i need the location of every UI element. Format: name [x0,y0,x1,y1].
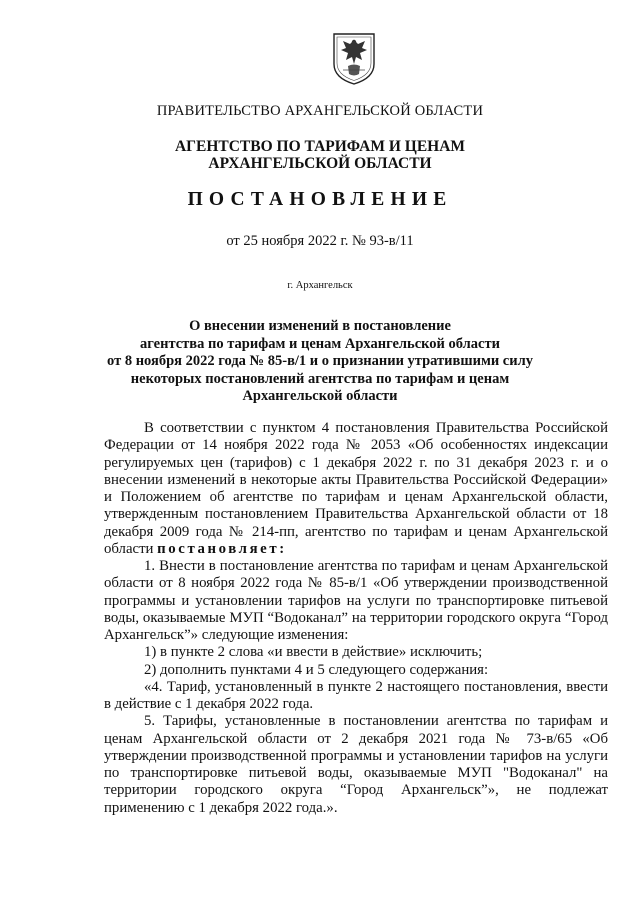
subject-line-2: агентства по тарифам и ценам Архангельской области [140,335,500,352]
subject-line-3: от 8 ноября 2022 года № 85-в/1 и о признании утратившими силу [107,353,533,369]
preamble-text: В соответствии с пунктом 4 постановления Правительства Российской Федерации от 14 ноября 2022 года № 2053 «Об особенностях индексации регулируемых цен (тарифов) с 1 декабря 2022 г. по 31 декабря 2023 г. и о внесении изменений в некоторые акты Правительства Российской Федерации» и Положением об агентстве по тарифам и ценам Архангельской области, утвержденным постановлением Правительства Архангельской области от 18 декабря 2009 года № 214-пп, агентство по тарифам и ценам Архангельской области [104,420,608,557]
document-subject [0,318,640,406]
item-1-paragraph: 1. Внести в постановление агентства по тарифам и ценам Архангельской области от 8 ноября 2022 года № 85-в/1 «Об утверждении производственной программы и установлении тарифов на услуги по транспортировке питьевой воды, оказываемые МУП “Водоканал” на территории городского округа “Город Архангельск”» следующие изменения: [104,558,608,643]
document-city: г. Архангельск [287,280,353,291]
decree-word: постановляет: [157,540,287,557]
document-body [104,420,608,817]
government-name: ПРАВИТЕЛЬСТВО АРХАНГЕЛЬСКОЙ ОБЛАСТИ [156,103,484,119]
item-1-sub-1: 1) в пункте 2 слова «и ввести в действие» исключить; [144,644,483,661]
subject-line-1: О внесении изменений в постановление [189,318,451,334]
preamble-paragraph [104,420,608,558]
subject-line-4: некоторых постановлений агентства по тарифам и ценам [130,370,510,387]
item-5-paragraph: 5. Тарифы, установленные в постановлении агентства по тарифам и ценам Архангельской области от 2 декабря 2021 года № 73-в/65 «Об утверждении производственной программы и установлении тарифов на услуги по транспортировке питьевой воды, оказываемые МУП "Водоканал" на территории городского округа “Город Архангельск”», не подлежат применению с 1 декабря 2022 года.». [104,713,608,816]
document-date-number: от 25 ноября 2022 г. № 93-в/11 [226,233,414,249]
document-type-title: ПОСТАНОВЛЕНИЕ [187,189,453,210]
subject-line-5: Архангельской области [242,388,398,404]
coat-of-arms-emblem [331,30,377,86]
agency-name [0,138,640,172]
item-4-paragraph: «4. Тариф, установленный в пункте 2 настоящего постановления, ввести в действие с 1 декабря 2022 года. [104,678,608,712]
agency-name-line-1: АГЕНТСТВО ПО ТАРИФАМ И ЦЕНАМ [174,138,466,155]
agency-name-line-2: АРХАНГЕЛЬСКОЙ ОБЛАСТИ [208,155,432,172]
item-1-sub-2: 2) дополнить пунктами 4 и 5 следующего содержания: [144,661,489,678]
